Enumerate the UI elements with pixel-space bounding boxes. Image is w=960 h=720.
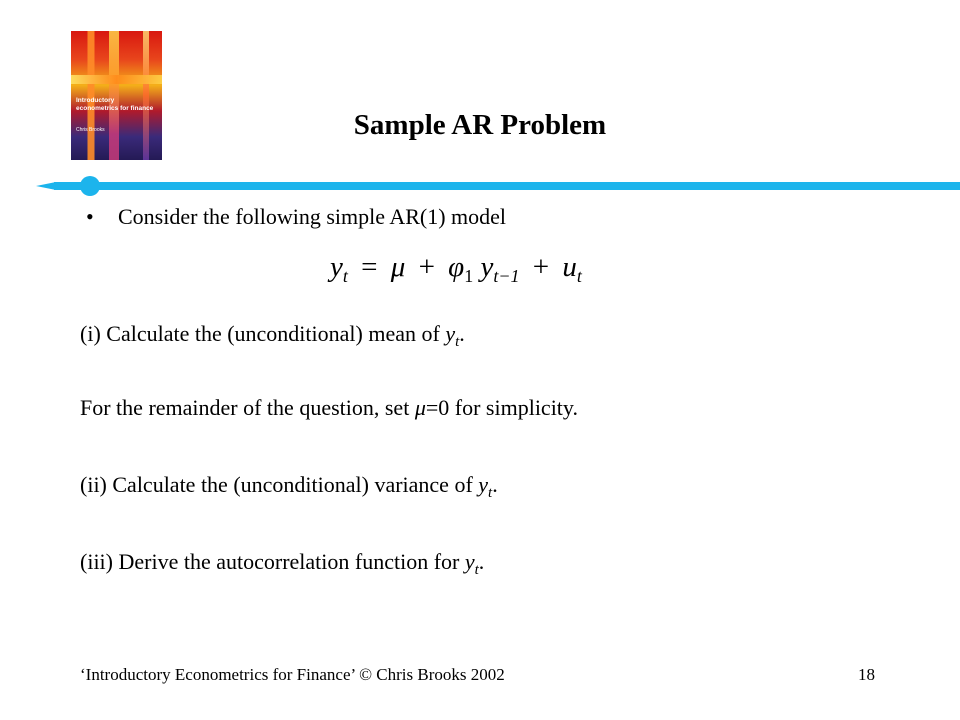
mu-assumption-pre: For the remainder of the question, set bbox=[80, 395, 415, 420]
var-y: y bbox=[478, 472, 489, 497]
question-iii bbox=[80, 548, 484, 584]
eq-mu: μ bbox=[390, 251, 406, 283]
mu-symbol: μ bbox=[414, 395, 426, 420]
rule-bar bbox=[54, 182, 960, 190]
ar1-equation bbox=[330, 247, 582, 287]
eq-plus: + bbox=[418, 251, 435, 283]
period: . bbox=[492, 472, 498, 497]
eq-sub-t: t bbox=[342, 266, 348, 286]
cover-band bbox=[71, 75, 162, 84]
eq-phi: φ bbox=[448, 251, 465, 283]
question-iii-text: (iii) Derive the autocorrelation function for bbox=[80, 549, 465, 574]
rule-arrow-tip bbox=[36, 182, 56, 190]
var-y: y bbox=[445, 321, 456, 346]
title-rule bbox=[36, 175, 960, 197]
var-sub: t bbox=[488, 485, 493, 501]
page-number: 18 bbox=[858, 665, 875, 684]
question-ii bbox=[80, 471, 498, 507]
var-sub: t bbox=[474, 562, 479, 578]
rule-knob bbox=[80, 176, 100, 196]
bullet-text: Consider the following simple AR(1) model bbox=[118, 204, 507, 229]
eq-u: u bbox=[562, 251, 577, 283]
var-sub: t bbox=[455, 334, 460, 350]
mu-assumption bbox=[80, 394, 578, 422]
var-y: y bbox=[464, 549, 475, 574]
mu-assumption-post: =0 for simplicity. bbox=[425, 395, 578, 420]
eq-sub-t-minus-1: t−1 bbox=[493, 266, 520, 286]
eq-sub-1: 1 bbox=[464, 266, 474, 286]
slide-title: Sample AR Problem bbox=[353, 109, 607, 141]
question-i-text: (i) Calculate the (unconditional) mean of bbox=[80, 321, 446, 346]
cover-title: Introductory econometrics for finance bbox=[76, 97, 154, 112]
cover-author: Chris Brooks bbox=[76, 127, 105, 133]
bullet-marker: • bbox=[86, 204, 94, 229]
eq-sub-t: t bbox=[576, 266, 582, 286]
question-i bbox=[80, 320, 465, 356]
eq-plus: + bbox=[532, 251, 550, 283]
eq-y: y bbox=[330, 251, 343, 283]
period: . bbox=[459, 321, 465, 346]
eq-y-lag: y bbox=[480, 251, 494, 283]
question-ii-text: (ii) Calculate the (unconditional) variance of bbox=[80, 472, 479, 497]
period: . bbox=[478, 549, 485, 574]
eq-equals: = bbox=[361, 251, 378, 283]
footer-copyright: ‘Introductory Econometrics for Finance’ © Chris Brooks 2002 bbox=[80, 665, 505, 684]
